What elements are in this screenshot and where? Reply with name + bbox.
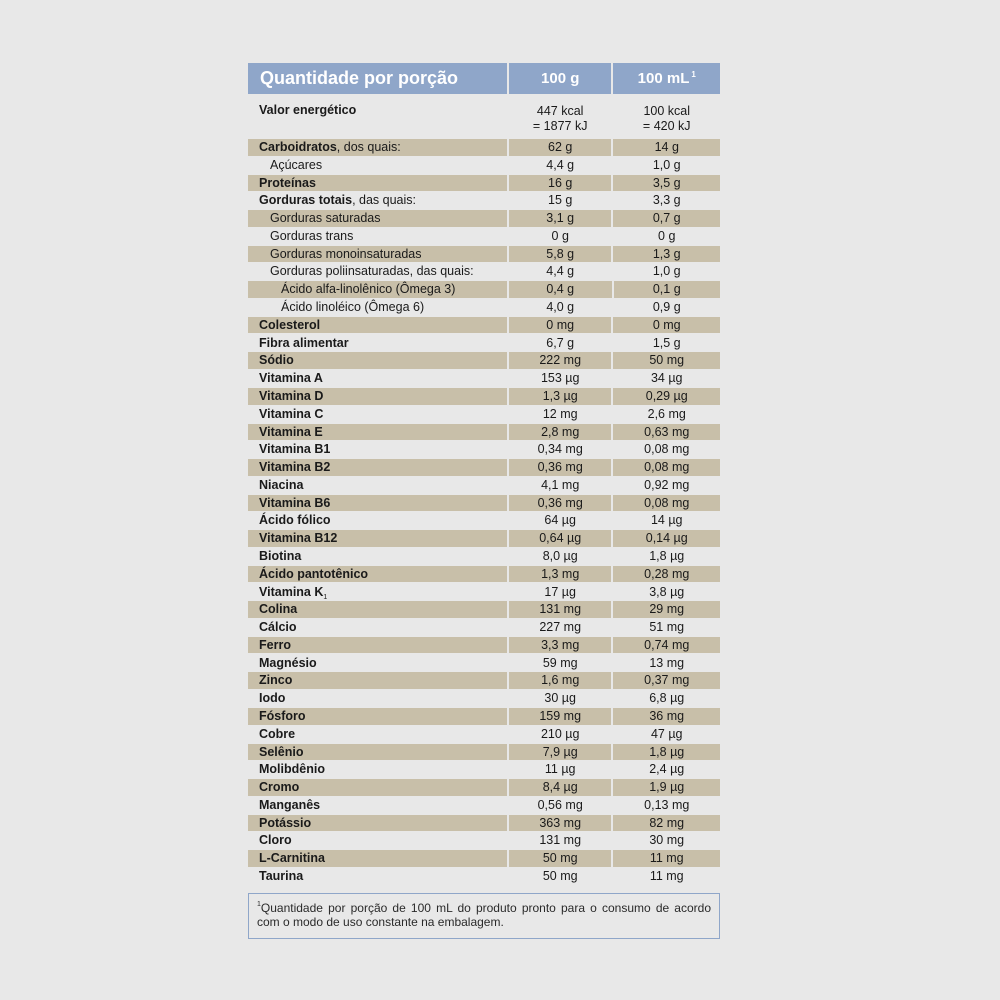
row-value-100g: 17 µg (509, 584, 614, 601)
row-value-100g: 8,0 µg (509, 548, 614, 565)
row-value-100ml: 0,1 g (614, 281, 721, 298)
nutrient-name: Sódio (259, 353, 294, 368)
row-name (248, 157, 509, 174)
nutrient-name: Molibdênio (259, 762, 325, 777)
row-name (248, 744, 509, 761)
row-value-100ml: 0 mg (613, 317, 720, 334)
table-row (248, 619, 720, 636)
row-name (248, 424, 509, 441)
row-name (248, 175, 509, 192)
row-name (248, 317, 509, 334)
row-value-100ml: 0,08 mg (644, 442, 690, 457)
table-row (248, 850, 720, 867)
row-value-100g: 6,7 g (509, 335, 614, 352)
nutrient-suffix: , das quais: (352, 193, 417, 208)
row-name (248, 868, 509, 885)
row-value-100ml: 36 mg (613, 708, 720, 725)
table-row (248, 281, 720, 298)
nutrient-name: Vitamina K (259, 584, 324, 599)
nutrient-name: Niacina (259, 477, 304, 492)
row-value-100g: 0,36 mg (509, 495, 614, 512)
row-value-100g: 0 mg (509, 317, 614, 334)
nutrient-name: Gorduras trans (270, 228, 354, 243)
table-row (248, 584, 720, 601)
header-100ml-label: 100 mL (637, 70, 690, 87)
row-value-100g: 210 µg (509, 726, 614, 743)
row-value-100ml: 34 µg (650, 371, 683, 386)
row-value-100ml: 0,28 mg (613, 566, 720, 583)
row-name (248, 139, 509, 156)
nutrient-name: Cromo (259, 780, 300, 795)
nutrient-name: Vitamina E (259, 424, 323, 439)
row-name (248, 584, 509, 601)
nutrient-name: Zinco (259, 673, 293, 688)
row-name (248, 566, 509, 583)
nutrient-name: Ácido pantotênico (259, 566, 369, 581)
nutrient-name: Ácido linoléico (Ômega 6) (281, 300, 425, 315)
row-name (248, 761, 509, 778)
nutrient-name: Gorduras monoinsaturadas (270, 246, 422, 261)
row-value-100ml: 1,5 g (652, 335, 681, 350)
row-value-100ml: 51 mg (649, 620, 685, 635)
row-value-100ml: 0,14 µg (613, 530, 720, 547)
table-row (248, 512, 720, 529)
nutrient-name: Gorduras poliinsaturadas, das quais: (270, 264, 474, 279)
table-row (248, 441, 720, 458)
row-name (248, 815, 509, 832)
row-value-100ml: 1,8 µg (613, 744, 720, 761)
row-value-100g: 227 mg (509, 619, 614, 636)
nutrient-rows (248, 139, 720, 885)
row-name (248, 637, 509, 654)
table-row (248, 370, 720, 387)
table-row (248, 157, 720, 174)
row-value-100g: 0,4 g (509, 281, 614, 298)
row-value-100g: 0,56 mg (509, 797, 614, 814)
row-value-100g: 16 g (509, 175, 614, 192)
row-value-100ml: 0,7 g (613, 210, 720, 227)
energy-kj-100ml: = 420 kJ (642, 119, 691, 133)
row-value-100ml: 2,4 µg (649, 762, 685, 777)
row-value-100g: 0 g (509, 228, 614, 245)
row-name (248, 192, 509, 209)
row-name (248, 299, 509, 316)
row-name (248, 832, 509, 849)
row-value-100g: 1,3 µg (509, 388, 614, 405)
table-row (248, 672, 720, 689)
row-value-100ml: 82 mg (613, 815, 720, 832)
table-row (248, 317, 720, 334)
table-row (248, 530, 720, 547)
row-value-100g: 3,1 g (509, 210, 614, 227)
table-row (248, 761, 720, 778)
row-value-100g: 11 µg (509, 761, 614, 778)
table-row (248, 815, 720, 832)
nutrient-name: Carboidratos (259, 140, 337, 154)
row-name (248, 495, 509, 512)
row-value-100ml: 0,29 µg (613, 388, 720, 405)
nutrient-name: Vitamina B2 (259, 460, 331, 475)
row-value-100g: 30 µg (509, 690, 614, 707)
row-name (248, 228, 509, 245)
header-100g: 100 g (509, 63, 614, 94)
nutrient-suffix: , dos quais: (336, 140, 401, 154)
table-row (248, 637, 720, 654)
row-name (248, 708, 509, 725)
nutrient-name: Biotina (259, 548, 302, 563)
row-name (248, 335, 509, 352)
row-name (248, 850, 509, 867)
table-row (248, 335, 720, 352)
row-value-100g: 12 mg (509, 406, 614, 423)
nutrient-name: Açúcares (270, 157, 323, 172)
row-name (248, 210, 509, 227)
nutrient-name: Manganês (259, 797, 321, 812)
row-name (248, 797, 509, 814)
row-value-100g: 153 µg (509, 370, 614, 387)
table-row (248, 139, 720, 156)
row-value-100ml: 1,0 g (652, 157, 681, 172)
row-value-100ml: 3,5 g (613, 175, 720, 192)
row-name (248, 477, 509, 494)
nutrient-name: Colina (259, 602, 298, 617)
nutrient-name: Vitamina D (259, 388, 324, 403)
row-value-100g: 0,34 mg (509, 441, 614, 458)
table-row (248, 566, 720, 583)
nutrient-name: Colesterol (259, 317, 321, 332)
table-row (248, 744, 720, 761)
row-value-100g: 4,0 g (509, 299, 614, 316)
row-value-100g: 159 mg (509, 708, 614, 725)
row-name (248, 779, 509, 796)
table-row (248, 228, 720, 245)
header-portion-label: Quantidade por porção (248, 63, 509, 94)
table-row (248, 192, 720, 209)
nutrient-name: Cálcio (259, 620, 297, 635)
row-value-100ml: 0 g (658, 228, 676, 243)
nutrient-name: Cobre (259, 726, 296, 741)
row-value-100g: 131 mg (509, 832, 614, 849)
nutrient-name: Magnésio (259, 655, 317, 670)
table-row (248, 459, 720, 476)
row-value-100g: 7,9 µg (509, 744, 614, 761)
nutrient-name: Gorduras saturadas (270, 211, 381, 226)
row-value-100ml: 11 mg (613, 850, 720, 867)
nutrition-table (248, 63, 720, 939)
row-name (248, 672, 509, 689)
row-value-100g: 131 mg (509, 601, 614, 618)
row-name (248, 601, 509, 618)
table-row (248, 868, 720, 885)
nutrient-name: Potássio (259, 815, 312, 830)
table-row (248, 601, 720, 618)
table-row (248, 246, 720, 263)
row-value-100ml: 2,6 mg (647, 406, 686, 421)
row-value-100g: 3,3 mg (509, 637, 614, 654)
row-value-100ml: 1,0 g (652, 264, 681, 279)
nutrient-name: Ácido alfa-linolênico (Ômega 3) (281, 282, 456, 297)
row-value-100g: 363 mg (509, 815, 614, 832)
row-value-100ml (613, 100, 720, 136)
nutrient-name: Gorduras totais (259, 193, 353, 208)
table-row (248, 352, 720, 369)
row-value-100g: 8,4 µg (509, 779, 614, 796)
row-value-100ml: 0,08 mg (613, 459, 720, 476)
row-value-100g: 64 µg (509, 512, 614, 529)
row-value-100g: 62 g (509, 139, 614, 156)
row-value-100ml: 29 mg (613, 601, 720, 618)
nutrient-subscript: 1 (323, 593, 328, 601)
row-name (248, 548, 509, 565)
table-row (248, 655, 720, 672)
row-value-100g: 50 mg (509, 868, 614, 885)
table-row (248, 477, 720, 494)
nutrient-name: Vitamina A (259, 371, 323, 386)
table-row (248, 548, 720, 565)
row-value-100ml: 0,9 g (652, 300, 681, 315)
row-name (248, 352, 509, 369)
nutrient-name: Proteínas (259, 175, 316, 190)
table-header (248, 63, 720, 94)
table-row (248, 708, 720, 725)
footnote (248, 893, 720, 939)
nutrient-name: Taurina (259, 869, 304, 884)
nutrient-name: Ferro (259, 637, 291, 652)
row-name (248, 441, 509, 458)
row-name (248, 512, 509, 529)
row-value-100g: 15 g (509, 192, 614, 209)
footnote-text: Quantidade por porção de 100 mL do produto pronto para o consumo de acordo com o modo de uso constante na embalagem. (257, 900, 711, 929)
row-name (248, 370, 509, 387)
row-name (248, 388, 509, 405)
table-row (248, 726, 720, 743)
energy-kj-100g: = 1877 kJ (532, 119, 588, 133)
row-value-100ml: 11 mg (649, 869, 684, 884)
row-name (248, 263, 509, 280)
table-row (248, 779, 720, 796)
table-row (248, 263, 720, 280)
nutrient-name: Fibra alimentar (259, 335, 349, 350)
row-value-100ml: 0,37 mg (613, 672, 720, 689)
row-value-100ml: 14 g (613, 139, 720, 156)
nutrient-name: Vitamina B6 (259, 495, 331, 510)
table-row (248, 406, 720, 423)
row-value-100ml: 6,8 µg (649, 691, 685, 706)
row-value-100g (509, 100, 614, 136)
row-value-100ml: 1,3 g (613, 246, 720, 263)
row-value-100ml: 0,63 mg (613, 424, 720, 441)
row-value-100ml: 0,74 mg (613, 637, 720, 654)
header-footnote-mark: 1 (691, 70, 696, 79)
table-row (248, 388, 720, 405)
row-name (248, 619, 509, 636)
table-row (248, 299, 720, 316)
nutrient-name: Selênio (259, 744, 304, 759)
nutrient-name: Ácido fólico (259, 513, 331, 528)
nutrient-name: Vitamina C (259, 406, 324, 421)
nutrient-name: Vitamina B12 (259, 531, 338, 546)
table-row (248, 424, 720, 441)
table-row (248, 210, 720, 227)
header-100ml (613, 63, 720, 94)
row-value-100g: 4,4 g (509, 263, 614, 280)
row-value-100g: 4,1 mg (509, 477, 614, 494)
table-row (248, 832, 720, 849)
row-value-100ml: 30 mg (649, 833, 685, 848)
nutrient-name: L-Carnitina (259, 851, 325, 866)
row-value-100ml: 3,8 µg (649, 584, 685, 599)
row-value-100ml: 1,8 µg (649, 548, 685, 563)
row-value-100g: 0,64 µg (509, 530, 614, 547)
row-value-100ml: 14 µg (650, 513, 683, 528)
footnote-mark: 1 (257, 900, 261, 908)
row-value-100ml: 50 mg (613, 352, 720, 369)
nutrient-name: Iodo (259, 691, 286, 706)
row-name (248, 726, 509, 743)
row-value-100g: 222 mg (509, 352, 614, 369)
table-row-energy (248, 100, 720, 136)
row-value-100ml: 1,9 µg (613, 779, 720, 796)
nutrient-name: Cloro (259, 833, 292, 848)
row-value-100ml: 0,13 mg (644, 797, 690, 812)
row-name (248, 459, 509, 476)
row-value-100g: 59 mg (509, 655, 614, 672)
row-value-100g: 0,36 mg (509, 459, 614, 476)
row-name (248, 246, 509, 263)
row-name: Valor energético (248, 100, 509, 136)
row-value-100g: 1,6 mg (509, 672, 614, 689)
nutrient-name: Vitamina B1 (259, 442, 331, 457)
row-value-100ml: 3,3 g (652, 193, 681, 208)
row-value-100ml: 47 µg (650, 726, 683, 741)
row-value-100g: 50 mg (509, 850, 614, 867)
row-name (248, 281, 509, 298)
row-value-100ml: 0,08 mg (613, 495, 720, 512)
row-name (248, 690, 509, 707)
row-name (248, 655, 509, 672)
energy-kcal-100ml: 100 kcal (643, 104, 691, 118)
row-value-100ml: 0,92 mg (644, 477, 690, 492)
nutrient-name: Fósforo (259, 709, 306, 723)
energy-kcal-100g: 447 kcal (536, 104, 584, 118)
table-row (248, 797, 720, 814)
row-name (248, 406, 509, 423)
row-value-100ml: 13 mg (649, 655, 685, 670)
table-body (248, 100, 720, 885)
table-row (248, 175, 720, 192)
row-value-100g: 4,4 g (509, 157, 614, 174)
row-value-100g: 1,3 mg (509, 566, 614, 583)
row-value-100g: 5,8 g (509, 246, 614, 263)
row-value-100g: 2,8 mg (509, 424, 614, 441)
table-row (248, 690, 720, 707)
row-name (248, 530, 509, 547)
table-row (248, 495, 720, 512)
